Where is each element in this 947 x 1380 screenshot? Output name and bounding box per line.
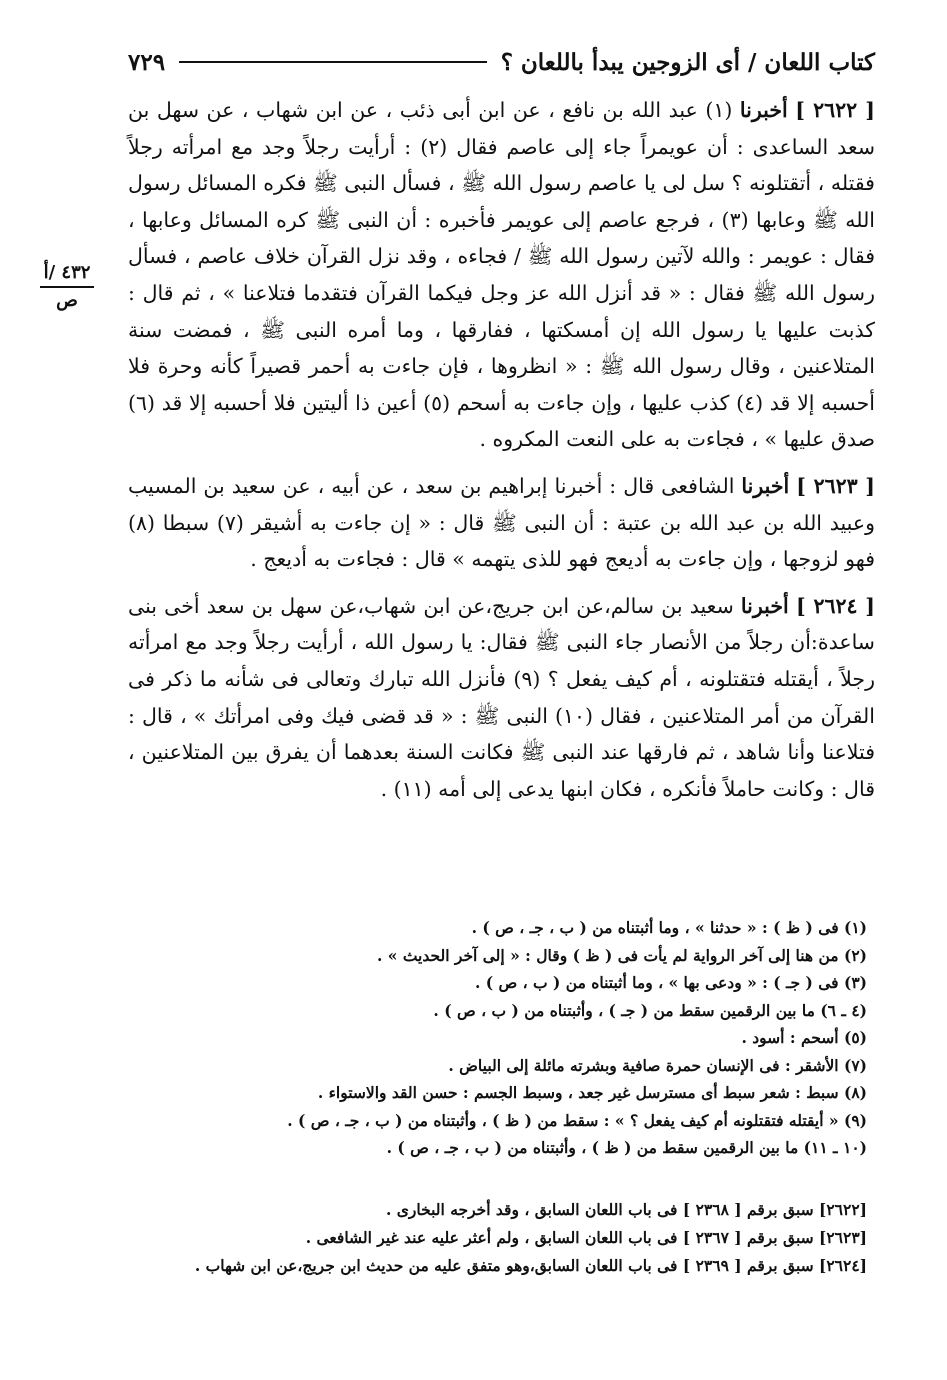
page-number: ٧٢٩ xyxy=(128,48,166,76)
cross-reference: [٢٦٢٢] سبق برقم [ ٢٣٦٨ ] فى باب اللعان السابق ، وقد أخرجه البخارى . xyxy=(385,1200,867,1219)
hadith-2623 xyxy=(128,468,875,578)
header-rule xyxy=(179,61,487,63)
footnote: (٢) من هنا إلى آخر الرواية لم يأت فى ( ظ ) وقال : « إلى آخر الحديث » . xyxy=(376,945,867,965)
running-header xyxy=(128,42,875,82)
footnote: (٩) « أيقتله فتقتلونه أم كيف يفعل ؟ » : سقط من ( ظ ) ، وأثبتناه من ( ب ، جـ ، ص ) . xyxy=(287,1110,867,1130)
footnote: (٥) أسحم : أسود . xyxy=(741,1028,867,1047)
hadith-lead-word: أخبرنا xyxy=(740,593,789,618)
footnote: (١) فى ( ظ ) : « حدثنا » ، وما أثبتناه من ( ب ، جـ ، ص ) . xyxy=(471,918,867,937)
footnote: (٧) الأشقر : فى الإنسان حمرة صافية وبشرته مائلة إلى البياض . xyxy=(448,1055,867,1075)
main-text xyxy=(128,92,875,807)
hadith-number: [ ٢٦٢٤ ] xyxy=(795,593,875,618)
cross-reference: [٢٦٢٣] سبق برقم [ ٢٣٦٧ ] فى باب اللعان السابق ، ولم أعثر عليه عند غير الشافعى . xyxy=(305,1228,867,1247)
hadith-2622 xyxy=(128,92,875,458)
folio-manuscript-siglum: ص xyxy=(56,290,78,311)
hadith-number: [ ٢٦٢٣ ] xyxy=(796,473,875,498)
footnote: (١٠ ـ ١١) ما بين الرقمين سقط من ( ظ ) ، وأثبتناه من ( ب ، جـ ، ص ) . xyxy=(386,1138,867,1157)
hadith-body: الشافعى قال : أخبرنا إبراهيم بن سعد ، عن أبيه ، عن سعيد بن المسيب وعبيد الله بن عبد الله بن عتبة : أن النبى ﷺ قال : « إن جاءت به أشيقر (٧) سبطا (٨) فهو لزوجها ، وإن جاءت به أديعج فهو للذى يتهمه » قال : فجاءت به أديعج . xyxy=(128,473,875,572)
hadith-lead-word: أخبرنا xyxy=(739,98,788,122)
hadith-2624 xyxy=(128,588,875,808)
hadith-lead-word: أخبرنا xyxy=(741,473,790,498)
hadith-number: [ ٢٦٢٢ ] xyxy=(795,98,875,122)
cross-references xyxy=(128,1196,867,1280)
footnotes xyxy=(128,914,867,1162)
hadith-body: (١) عبد الله بن نافع ، عن ابن أبى ذئب ، عن ابن شهاب ، عن سهل بن سعد الساعدى : أن عويمراً جاء إلى عاصم فقال (٢) : أرأيت رجلاً وجد مع امرأته رجلاً فقتله ، أتقتلونه ؟ سل لى يا عاصم رسول الله ﷺ ، فسأل النبى ﷺ فكره المسائل رسول الله ﷺ وعابها (٣) ، فرجع عاصم إلى عويمر فأخبره : أن النبى ﷺ كره المسائل وعابها ، فقال : عويمر : والله لآتين رسول الله ﷺ / فجاءه ، وقد نزل القرآن خلاف عاصم ، فسأل رسول الله ﷺ فقال : « قد أنزل الله عز وجل فيكما القرآن فتقدما فتلاعنا » ، ثم قال : كذبت عليها يا رسول الله إن أمسكتها ، ففارقها ، وما أمره النبى ﷺ ، فمضت سنة المتلاعنين ، وقال رسول الله ﷺ : « انظروها ، فإن جاءت به أحمر قصيراً كأنه وحرة فلا أحسبه إلا قد (٤) كذب عليها ، وإن جاءت به أسحم (٥) أعين ذا أليتين فلا أحسبه إلا قد (٦) صدق عليها » ، فجاءت به على النعت المكروه . xyxy=(128,98,876,452)
footnote: (٨) سبط : شعر سبط أى مسترسل غير جعد ، وسبط الجسم : حسن القد والاستواء . xyxy=(317,1083,867,1102)
footnote: (٣) فى ( جـ ) : « ودعى بها » ، وما أثبتناه من ( ب ، ص ) . xyxy=(475,973,867,992)
hadith-body: سعيد بن سالم،عن ابن جريج،عن ابن شهاب،عن سهل بن سعد أخى بنى ساعدة:أن رجلاً من الأنصار جاء النبى ﷺ فقال: يا رسول الله ، أرأيت رجلاً وجد مع امرأته رجلاً ، أيقتله فتقتلونه ، أم كيف يفعل ؟ (٩) فأنزل الله تبارك وتعالى فى شأنه ما ذكر فى القرآن من أمر المتلاعنين ، فقال (١٠) النبى ﷺ : « قد قضى فيك وفى امرأتك » ، قال : فتلاعنا وأنا شاهد ، ثم فارقها عند النبى ﷺ فكانت السنة بعدهما أن يفرق بين المتلاعنين ، قال : وكانت حاملاً فأنكره ، فكان ابنها يدعى إلى أمه (١١) . xyxy=(128,593,875,801)
folio-number: ٤٣٢ /أ xyxy=(40,262,94,288)
cross-reference: [٢٦٢٤] سبق برقم [ ٢٣٦٩ ] فى باب اللعان السابق،وهو متفق عليه من حديث ابن جريج،عن ابن شهاب . xyxy=(194,1256,867,1275)
manuscript-folio-note xyxy=(40,262,94,312)
footnote: (٤ ـ ٦) ما بين الرقمين سقط من ( جـ ) ، وأثبتناه من ( ب ، ص ) . xyxy=(433,1000,867,1020)
chapter-title: كتاب اللعان / أى الزوجين يبدأ باللعان ؟ xyxy=(500,48,875,76)
